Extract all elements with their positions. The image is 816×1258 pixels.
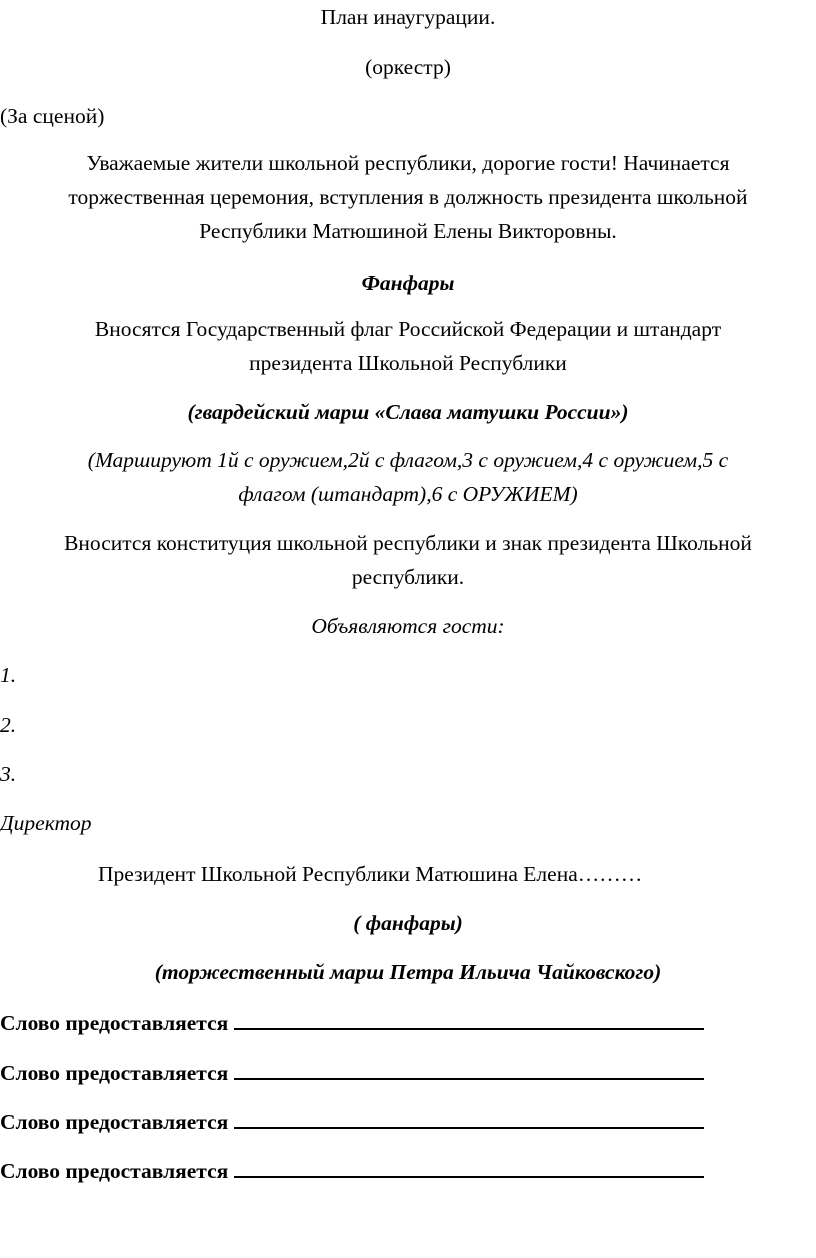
orchestra-note: (оркестр): [365, 55, 451, 79]
speaker-blank: [234, 1105, 704, 1129]
speaker-label: Слово предоставляется: [0, 1061, 229, 1085]
ceremonial-march-heading: (торжественный марш Петра Ильича Чайковского): [154, 960, 662, 984]
speaker-blank: [234, 1056, 704, 1080]
list-item: 1.: [0, 663, 17, 687]
document-title: План инаугурации.: [320, 5, 496, 29]
list-item: 2.: [0, 713, 17, 737]
marching-line: (Маршируют 1й с оружием,2й с флагом,3 с оружием,4 с оружием,5 с: [87, 448, 729, 472]
list-item: 3.: [0, 762, 17, 786]
intro-line: Республики Матюшиной Елены Викторовны.: [199, 219, 617, 243]
intro-line: торжественная церемония, вступления в должность президента школьной: [68, 185, 748, 209]
intro-paragraph: [0, 146, 816, 248]
speaker-blank: [234, 1006, 704, 1030]
flag-line: президента Школьной Республики: [249, 351, 567, 375]
marching-line: флагом (штандарт),6 с ОРУЖИЕМ): [238, 482, 578, 506]
guards-march-heading: (гвардейский марш «Слава матушки России»): [187, 400, 629, 424]
speaker-line: [0, 1154, 816, 1188]
flag-paragraph: [0, 312, 816, 380]
speaker-label: Слово предоставляется: [0, 1159, 229, 1183]
intro-line: Уважаемые жители школьной республики, дорогие гости! Начинается: [86, 151, 730, 175]
speaker-line: [0, 1056, 816, 1090]
marching-paragraph: [0, 443, 816, 511]
guests-heading: Объявляются гости:: [311, 614, 505, 638]
fanfare-heading: Фанфары: [361, 271, 455, 295]
fanfare-note: ( фанфары): [353, 911, 463, 935]
speaker-blank: [234, 1154, 704, 1178]
speaker-label: Слово предоставляется: [0, 1110, 229, 1134]
speaker-line: [0, 1105, 816, 1139]
speaker-line: [0, 1006, 816, 1040]
flag-line: Вносятся Государственный флаг Российской Федерации и штандарт: [94, 317, 722, 341]
constitution-paragraph: [0, 526, 816, 594]
speaker-label: Слово предоставляется: [0, 1011, 229, 1035]
offstage-note: (За сценой): [0, 104, 105, 128]
constitution-line: республики.: [351, 565, 465, 589]
constitution-line: Вносится конституция школьной республики и знак президента Школьной: [64, 531, 752, 555]
director-label: Директор: [0, 811, 92, 835]
president-line: Президент Школьной Республики Матюшина Елена………: [98, 862, 643, 886]
